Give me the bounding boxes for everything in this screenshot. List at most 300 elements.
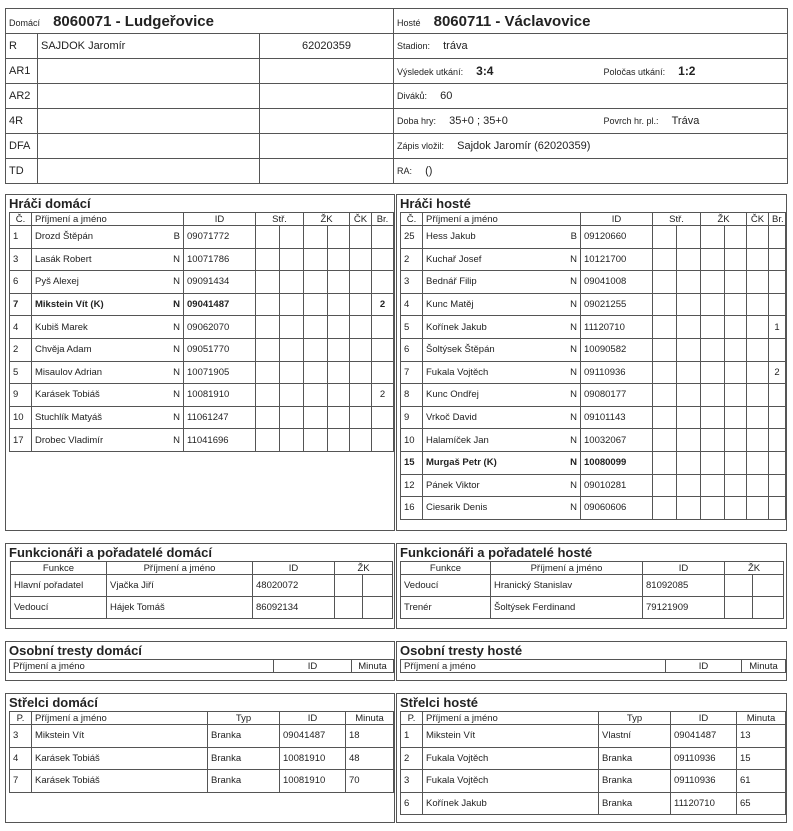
player-number: 1 [10, 226, 32, 249]
spectators-value: 60 [440, 90, 453, 102]
scorer-name: Fukala Vojtěch [423, 747, 599, 770]
official-role: AR2 [6, 84, 38, 109]
halftime-label: Poločas utkání: [603, 67, 666, 77]
col-str: Stř. [653, 213, 701, 226]
away-team-cell [394, 9, 788, 34]
player-zk-1 [701, 361, 725, 384]
player-name-cell [423, 429, 581, 452]
col-zk: ŽK [335, 562, 393, 575]
player-name: Vrkoč David [426, 412, 477, 424]
player-str-2 [677, 338, 701, 361]
player-flag: B [173, 231, 180, 243]
player-str-1 [653, 271, 677, 294]
player-str-1 [653, 497, 677, 520]
home-functionaries-title: Funkcionáři a pořadatelé domácí [9, 545, 212, 560]
home-penalties-section [5, 641, 395, 681]
player-zk-1 [701, 248, 725, 271]
player-zk-2 [725, 406, 747, 429]
home-functionaries-body [11, 575, 393, 619]
player-ck [350, 429, 372, 452]
official-name: SAJDOK Jaromír [38, 34, 260, 59]
player-str-2 [677, 361, 701, 384]
player-goals [372, 226, 394, 249]
home-functionaries-table [10, 561, 393, 619]
player-zk-2 [328, 429, 350, 452]
col-minute: Minuta [737, 712, 786, 725]
col-id: ID [671, 712, 737, 725]
player-zk-2 [725, 429, 747, 452]
player-zk-2 [328, 226, 350, 249]
player-goals: 2 [372, 384, 394, 407]
scorer-name: Mikstein Vít [32, 725, 208, 748]
away-players-body [401, 226, 786, 520]
functionary-name: Vjačka Jiří [107, 575, 253, 597]
col-zk: ŽK [725, 562, 784, 575]
player-flag: N [570, 412, 577, 424]
player-zk-2 [328, 384, 350, 407]
scorer-name: Fukala Vojtěch [423, 770, 599, 793]
functionary-name: Hájek Tomáš [107, 597, 253, 619]
scorer-name: Mikstein Vít [423, 725, 599, 748]
player-row [10, 338, 394, 361]
scorer-type: Vlastní [599, 725, 671, 748]
player-id: 09091434 [184, 271, 256, 294]
scorer-minute: 15 [737, 747, 786, 770]
player-goals [372, 429, 394, 452]
player-id: 10071905 [184, 361, 256, 384]
functionary-name: Šoltýsek Ferdinand [491, 597, 643, 619]
player-zk-1 [701, 429, 725, 452]
player-ck [747, 451, 769, 474]
scorer-type: Branka [599, 770, 671, 793]
player-goals [372, 361, 394, 384]
player-number: 10 [401, 429, 423, 452]
scorer-row [10, 725, 394, 748]
home-team-cell [6, 9, 394, 34]
player-number: 16 [401, 497, 423, 520]
spectators-cell [394, 84, 788, 109]
scorer-id: 09041487 [671, 725, 737, 748]
player-str-1 [653, 338, 677, 361]
player-row [401, 316, 786, 339]
player-ck [747, 271, 769, 294]
player-ck [747, 316, 769, 339]
away-functionaries-body [401, 575, 784, 619]
col-ck: ČK [747, 213, 769, 226]
home-players-table [9, 212, 394, 452]
home-scorers-title: Střelci domácí [9, 695, 98, 710]
player-str-2 [280, 226, 304, 249]
player-flag: N [570, 389, 577, 401]
player-str-2 [677, 248, 701, 271]
functionary-zk-2 [753, 597, 784, 619]
col-minute: Minuta [742, 660, 786, 673]
entered-by-cell [394, 134, 788, 159]
player-number: 2 [10, 338, 32, 361]
player-name-cell [423, 384, 581, 407]
player-row [401, 384, 786, 407]
player-ck [747, 248, 769, 271]
player-name-cell [423, 226, 581, 249]
player-ck [350, 316, 372, 339]
player-id: 09101143 [581, 406, 653, 429]
player-number: 17 [10, 429, 32, 452]
col-num: Č. [10, 213, 32, 226]
player-name-cell [32, 248, 184, 271]
player-str-2 [677, 497, 701, 520]
official-role: DFA [6, 134, 38, 159]
away-functionaries-table [400, 561, 784, 619]
player-row [10, 361, 394, 384]
player-goals [372, 338, 394, 361]
player-zk-1 [701, 338, 725, 361]
player-zk-2 [328, 361, 350, 384]
home-penalties-table [9, 659, 394, 673]
player-id: 10121700 [581, 248, 653, 271]
player-zk-1 [701, 384, 725, 407]
player-ck [350, 226, 372, 249]
player-str-1 [653, 474, 677, 497]
col-name: Příjmení a jméno [107, 562, 253, 575]
player-number: 3 [10, 248, 32, 271]
player-str-1 [256, 429, 280, 452]
player-id: 09010281 [581, 474, 653, 497]
player-str-1 [653, 384, 677, 407]
player-name-cell [32, 406, 184, 429]
player-zk-2 [328, 406, 350, 429]
scorer-name: Kořínek Jakub [423, 792, 599, 815]
player-name: Chvěja Adam [35, 344, 92, 356]
scorer-type: Branka [599, 792, 671, 815]
player-goals [769, 248, 786, 271]
halftime-cell [601, 59, 788, 84]
functionary-id: 48020072 [253, 575, 335, 597]
match-header [5, 8, 787, 184]
player-flag: N [173, 389, 180, 401]
player-str-2 [677, 474, 701, 497]
player-id: 09071772 [184, 226, 256, 249]
player-str-2 [677, 316, 701, 339]
player-goals [769, 429, 786, 452]
col-zk: ŽK [304, 213, 350, 226]
player-goals [769, 406, 786, 429]
player-name-cell [423, 248, 581, 271]
player-row [401, 429, 786, 452]
scorer-minute: 18 [346, 725, 394, 748]
player-goals [769, 338, 786, 361]
player-name-cell [32, 338, 184, 361]
surface-label: Povrch hr. pl.: [603, 116, 659, 126]
player-name-cell [423, 271, 581, 294]
player-name-cell [423, 474, 581, 497]
player-str-1 [653, 316, 677, 339]
player-row [10, 293, 394, 316]
player-flag: N [570, 434, 577, 446]
entered-by-value: Sajdok Jaromír (62020359) [457, 140, 591, 152]
player-zk-1 [304, 248, 328, 271]
player-flag: N [570, 366, 577, 378]
player-goals [372, 316, 394, 339]
player-name: Drozd Štěpán [35, 231, 94, 243]
player-str-1 [653, 248, 677, 271]
player-str-2 [280, 271, 304, 294]
player-number: 4 [401, 293, 423, 316]
player-name-cell [423, 361, 581, 384]
player-flag: N [173, 434, 180, 446]
official-role: AR1 [6, 59, 38, 84]
player-zk-1 [701, 497, 725, 520]
player-flag: N [173, 321, 180, 333]
player-goals [372, 271, 394, 294]
player-id: 09062070 [184, 316, 256, 339]
player-name: Drobec Vladimír [35, 434, 104, 446]
player-zk-2 [725, 293, 747, 316]
player-row [10, 248, 394, 271]
player-goals [769, 451, 786, 474]
scorer-period: 3 [10, 725, 32, 748]
col-p: P. [10, 712, 32, 725]
duration-value: 35+0 ; 35+0 [449, 115, 508, 127]
player-number: 15 [401, 451, 423, 474]
away-functionaries-title: Funkcionáři a pořadatelé hosté [400, 545, 593, 560]
functionary-zk-1 [725, 597, 753, 619]
functionary-name: Hranický Stanislav [491, 575, 643, 597]
player-name: Misaulov Adrian [35, 366, 103, 378]
player-flag: N [570, 321, 577, 333]
player-zk-1 [304, 406, 328, 429]
scorer-id: 11120710 [671, 792, 737, 815]
functionary-zk-1 [335, 597, 363, 619]
player-zk-1 [304, 384, 328, 407]
col-name: Příjmení a jméno [491, 562, 643, 575]
player-name: Kuchař Josef [426, 253, 482, 265]
home-players-body [10, 226, 394, 452]
player-str-1 [653, 226, 677, 249]
home-players-section [5, 194, 395, 531]
functionary-role: Trenér [401, 597, 491, 619]
player-flag: N [570, 344, 577, 356]
duration-cell [394, 109, 601, 134]
player-zk-1 [701, 226, 725, 249]
player-name: Ciesarik Denis [426, 502, 488, 514]
player-name: Stuchlík Matyáš [35, 412, 103, 424]
player-id: 09051770 [184, 338, 256, 361]
player-ck [747, 293, 769, 316]
player-id: 09080177 [581, 384, 653, 407]
player-zk-1 [701, 406, 725, 429]
player-number: 7 [401, 361, 423, 384]
player-ck [350, 271, 372, 294]
player-id: 10071786 [184, 248, 256, 271]
player-goals: 2 [372, 293, 394, 316]
player-str-1 [256, 361, 280, 384]
player-name-cell [423, 293, 581, 316]
home-scorers-section [5, 693, 395, 823]
player-ck [747, 406, 769, 429]
player-str-2 [677, 451, 701, 474]
scorer-period: 7 [10, 770, 32, 793]
player-flag: N [173, 366, 180, 378]
player-id: 10032067 [581, 429, 653, 452]
player-zk-1 [304, 338, 328, 361]
player-id: 10081910 [184, 384, 256, 407]
home-label: Domácí [9, 17, 41, 28]
scorer-type: Branka [208, 725, 280, 748]
player-zk-2 [725, 497, 747, 520]
player-ck [350, 361, 372, 384]
player-row [10, 406, 394, 429]
player-flag: N [570, 479, 577, 491]
player-ck [747, 226, 769, 249]
away-penalties-section [396, 641, 787, 681]
functionary-id: 86092134 [253, 597, 335, 619]
scorer-period: 1 [401, 725, 423, 748]
col-ck: ČK [350, 213, 372, 226]
player-zk-1 [304, 316, 328, 339]
functionary-row [401, 597, 784, 619]
player-zk-2 [725, 316, 747, 339]
player-name: Karásek Tobiáš [35, 389, 100, 401]
player-name: Pyš Alexej [35, 276, 79, 288]
player-str-1 [653, 429, 677, 452]
player-row [10, 316, 394, 339]
official-name [38, 134, 260, 159]
player-str-2 [280, 384, 304, 407]
player-flag: N [173, 253, 180, 265]
functionary-row [401, 575, 784, 597]
player-flag: N [173, 299, 180, 311]
player-str-1 [256, 406, 280, 429]
functionary-zk-2 [363, 597, 393, 619]
functionary-row [11, 575, 393, 597]
player-str-2 [280, 248, 304, 271]
player-str-1 [653, 361, 677, 384]
scorer-row [10, 770, 394, 793]
col-id: ID [274, 660, 352, 673]
player-flag: N [570, 457, 577, 469]
player-id: 09041487 [184, 293, 256, 316]
player-ck [747, 338, 769, 361]
player-number: 3 [401, 271, 423, 294]
col-role: Funkce [401, 562, 491, 575]
home-scorers-body [10, 725, 394, 793]
player-goals: 2 [769, 361, 786, 384]
away-scorers-table [400, 711, 786, 815]
scorer-row [401, 770, 786, 793]
halftime-value: 1:2 [678, 64, 696, 78]
official-name [38, 84, 260, 109]
player-number: 2 [401, 248, 423, 271]
scorer-name: Karásek Tobiáš [32, 770, 208, 793]
away-players-table [400, 212, 786, 520]
player-zk-1 [304, 293, 328, 316]
ra-cell [394, 159, 788, 184]
scorer-period: 6 [401, 792, 423, 815]
player-row [10, 384, 394, 407]
scorer-row [401, 725, 786, 748]
player-ck [350, 293, 372, 316]
scorer-id: 09041487 [280, 725, 346, 748]
player-row [10, 271, 394, 294]
player-goals [769, 474, 786, 497]
col-id: ID [184, 213, 256, 226]
player-id: 11041696 [184, 429, 256, 452]
col-br: Br. [769, 213, 786, 226]
player-goals: 1 [769, 316, 786, 339]
player-zk-1 [304, 429, 328, 452]
player-goals [769, 226, 786, 249]
player-zk-2 [328, 316, 350, 339]
player-number: 6 [10, 271, 32, 294]
player-name-cell [32, 226, 184, 249]
functionary-id: 81092085 [643, 575, 725, 597]
col-name: Příjmení a jméno [423, 213, 581, 226]
player-str-2 [677, 226, 701, 249]
player-name: Fukala Vojtěch [426, 366, 489, 378]
col-name: Příjmení a jméno [401, 660, 666, 673]
col-minute: Minuta [346, 712, 394, 725]
player-name: Pánek Viktor [426, 479, 480, 491]
scorer-minute: 61 [737, 770, 786, 793]
ra-value: () [425, 165, 433, 177]
functionary-zk-1 [725, 575, 753, 597]
player-name: Kunc Ondřej [426, 389, 479, 401]
away-players-section [396, 194, 787, 531]
scorer-period: 4 [10, 747, 32, 770]
spectators-label: Diváků: [397, 91, 428, 101]
scorer-id: 10081910 [280, 770, 346, 793]
player-ck [747, 497, 769, 520]
player-number: 5 [401, 316, 423, 339]
player-row [10, 226, 394, 249]
away-penalties-table [400, 659, 786, 673]
col-type: Typ [208, 712, 280, 725]
col-str: Stř. [256, 213, 304, 226]
scorer-minute: 48 [346, 747, 394, 770]
player-zk-2 [328, 293, 350, 316]
player-goals [769, 384, 786, 407]
player-zk-1 [701, 271, 725, 294]
player-name: Kořínek Jakub [426, 321, 487, 333]
scorer-minute: 70 [346, 770, 394, 793]
scorer-row [10, 747, 394, 770]
away-players-title: Hráči hosté [400, 196, 471, 211]
player-ck [350, 248, 372, 271]
player-ck [747, 361, 769, 384]
player-zk-2 [725, 338, 747, 361]
functionary-role: Vedoucí [401, 575, 491, 597]
player-ck [747, 429, 769, 452]
entered-by-label: Zápis vložil: [397, 141, 445, 151]
functionary-zk-1 [335, 575, 363, 597]
official-name [38, 159, 260, 184]
player-zk-2 [725, 361, 747, 384]
player-id: 11061247 [184, 406, 256, 429]
player-str-2 [677, 384, 701, 407]
player-number: 9 [401, 406, 423, 429]
player-zk-2 [725, 451, 747, 474]
player-flag: N [570, 253, 577, 265]
player-flag: N [570, 299, 577, 311]
player-zk-1 [304, 271, 328, 294]
player-name-cell [423, 406, 581, 429]
player-str-1 [653, 451, 677, 474]
player-flag: N [570, 502, 577, 514]
scorer-row [401, 747, 786, 770]
player-row [401, 271, 786, 294]
col-id: ID [253, 562, 335, 575]
result-cell [394, 59, 601, 84]
